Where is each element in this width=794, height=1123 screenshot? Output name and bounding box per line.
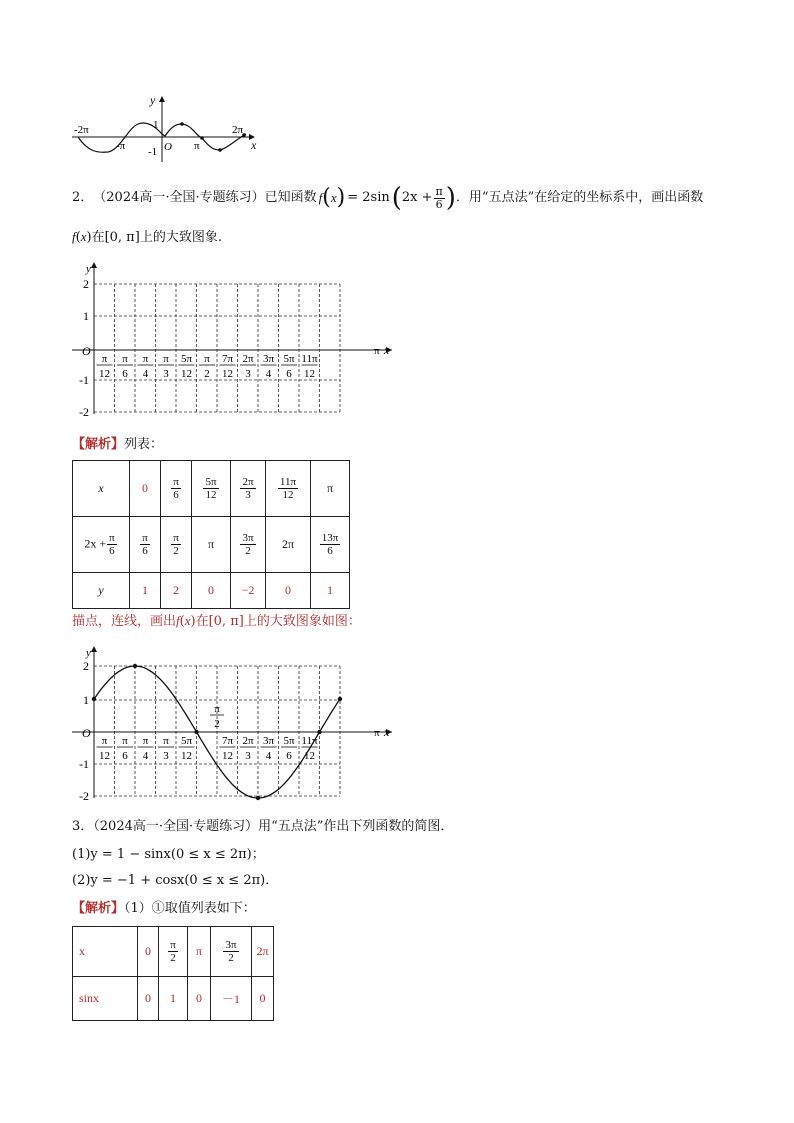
label-neg1: -1	[148, 146, 158, 158]
label-pi: π	[194, 140, 200, 152]
x-tick-num: π	[142, 735, 149, 747]
x-tick-num: π	[101, 735, 108, 747]
x-tick-den: 6	[286, 750, 292, 762]
x-tick-den: 2	[204, 368, 210, 380]
x-tick-den: 12	[222, 368, 233, 380]
label-2pi: 2π	[232, 124, 244, 136]
data-point	[317, 730, 321, 734]
pi-end-label: π	[374, 345, 380, 357]
sin-table: x 0 $\frac{\pi}{2}$ π $\frac{3\pi}{2}$ 2π sinx 0 1 0 －1 0	[72, 926, 274, 1021]
x-tick-den: 6	[122, 368, 128, 380]
q2-f: f	[318, 190, 323, 205]
pi-end-label: π	[374, 727, 380, 739]
y-tick-label: 2	[83, 659, 89, 673]
x-tick-num: 7π	[221, 353, 234, 365]
point-min	[218, 148, 222, 152]
x-tick-den: 4	[142, 750, 149, 762]
data-point	[92, 697, 96, 701]
y-arrow	[91, 262, 97, 268]
label-one: 1	[153, 119, 159, 131]
data-point	[194, 730, 198, 734]
x-axis-label: x	[384, 725, 390, 739]
x-tick-den: 12	[181, 750, 192, 762]
y-tick-label: 1	[83, 693, 89, 707]
x-tick-den: 4	[142, 368, 149, 380]
q2-frac: $\frac{\pi}{6}$	[435, 184, 443, 211]
y-tick-label: 2	[83, 277, 89, 291]
q3-item1: (1)y = 1 − sinx(0 ≤ x ≤ 2π)；	[72, 847, 265, 862]
x-tick-num: π	[122, 353, 128, 365]
x-tick-den: 12	[222, 750, 233, 762]
t1-x0: 0	[130, 461, 161, 517]
t1-x: x	[73, 461, 130, 517]
x-tick-num: π	[163, 735, 169, 747]
q2-num: 2．	[72, 190, 94, 205]
jiexi-2: 【解析】（1）①取值列表如下：	[72, 901, 256, 916]
x-tick-num: π	[122, 735, 128, 747]
top-graph	[68, 92, 268, 164]
q2-inner: 2x +	[401, 190, 433, 205]
q2-rest: ．用“五点法”在给定的坐标系中，画出函数	[455, 190, 704, 205]
x-tick-den: 6	[286, 368, 292, 380]
x-tick-den: 12	[99, 750, 110, 762]
data-point	[338, 697, 342, 701]
x-axis-label: x	[384, 343, 390, 357]
value-table: x 0 $\frac{\pi}{6}$ $\frac{5\pi}{12}$ $\frac{2\pi}{3}$ $\frac{11\pi}{12}$ π 2x + $\frac{\pi}{6}$ $\frac{\pi}{6}$ $\frac{\pi}{2}$ π $\frac{3\pi}{2}$ 2π $\frac{13\pi}{6}$ y 1 2 0 −2 0 1	[72, 460, 350, 609]
x-tick-den: 4	[265, 368, 272, 380]
point-max	[180, 122, 184, 126]
label-x: x	[251, 138, 257, 152]
x-tick-den: 6	[122, 750, 128, 762]
x-tick-num: π	[204, 353, 210, 365]
t1-arg-label: 2x + $\frac{\pi}{6}$	[73, 517, 130, 573]
data-point	[256, 796, 260, 800]
q2-interval: [0, π]	[104, 230, 140, 245]
label-neg2pi: -2π	[74, 124, 89, 136]
origin-label: O	[82, 344, 91, 358]
x-tick-num: 7π	[221, 735, 234, 747]
y-tick-label: -1	[79, 757, 89, 771]
x-tick-num: 3π	[262, 735, 275, 747]
x-tick-num: 5π	[180, 353, 193, 365]
x-tick-den: 3	[245, 750, 251, 762]
jiexi-1: 【解析】列表：	[72, 437, 164, 452]
y-tick-label: -2	[79, 789, 89, 803]
x-tick-den: 12	[304, 368, 315, 380]
x-tick-num: 5π	[283, 735, 295, 747]
y-axis-label: y	[86, 647, 91, 659]
data-point	[133, 664, 137, 668]
x-tick-den: 3	[163, 368, 169, 380]
point-zero	[200, 136, 204, 140]
q2-eq: = 2sin	[347, 190, 390, 205]
x-tick-den: 12	[304, 750, 315, 762]
x-tick-num: π	[101, 353, 108, 365]
q3-line1: 3．（2024高一·全国·专题练习）用“五点法”作出下列函数的简图．	[72, 819, 454, 834]
q2-line2: f(x)在[0, π]上的大致图象.	[72, 229, 222, 245]
x-tick-num: 3π	[262, 353, 275, 365]
pi2-num: π	[214, 703, 220, 715]
q3-item2: (2)y = −1 + cosx(0 ≤ x ≤ 2π)．	[72, 873, 279, 888]
x-tick-den: 4	[265, 750, 272, 762]
origin-label: O	[82, 726, 91, 740]
x-tick-den: 12	[99, 368, 110, 380]
x-tick-num: 11π	[301, 735, 318, 747]
x-tick-num: 5π	[283, 353, 295, 365]
q2-source: （2024高一·全国·专题练习）已知函数	[93, 190, 317, 205]
q2-line1: 2． （2024高一·全国·专题练习）已知函数 f ( x ) = 2sin ( 2x + $\frac{\pi}{6}$ ) ．用“五点法”在给定的坐标系中，画出函数	[72, 183, 704, 213]
y-tick-label: -1	[79, 373, 89, 387]
sine-chart	[70, 644, 390, 806]
x-tick-den: 3	[163, 750, 169, 762]
plot-text: 描点，连线，画出f(x)在[0, π]上的大致图象如图：	[72, 613, 361, 629]
label-negpi: -π	[116, 140, 126, 152]
x-tick-num: 2π	[242, 353, 254, 365]
y-tick-label: -2	[79, 405, 89, 419]
pi2-den: 2	[214, 718, 220, 730]
x-tick-num: π	[163, 353, 169, 365]
label-y: y	[150, 93, 156, 107]
x-tick-num: 11π	[301, 353, 318, 365]
y-tick-label: 1	[83, 309, 89, 323]
y-arrow	[91, 646, 97, 652]
x-tick-num: 5π	[180, 735, 193, 747]
x-tick-den: 12	[181, 368, 192, 380]
empty-grid	[70, 260, 390, 420]
x-tick-num: 2π	[242, 735, 254, 747]
q2-x: x	[330, 190, 337, 205]
label-origin: O	[164, 141, 172, 153]
x-tick-den: 3	[245, 368, 251, 380]
y-axis-label: y	[86, 263, 91, 275]
x-tick-num: π	[142, 353, 149, 365]
